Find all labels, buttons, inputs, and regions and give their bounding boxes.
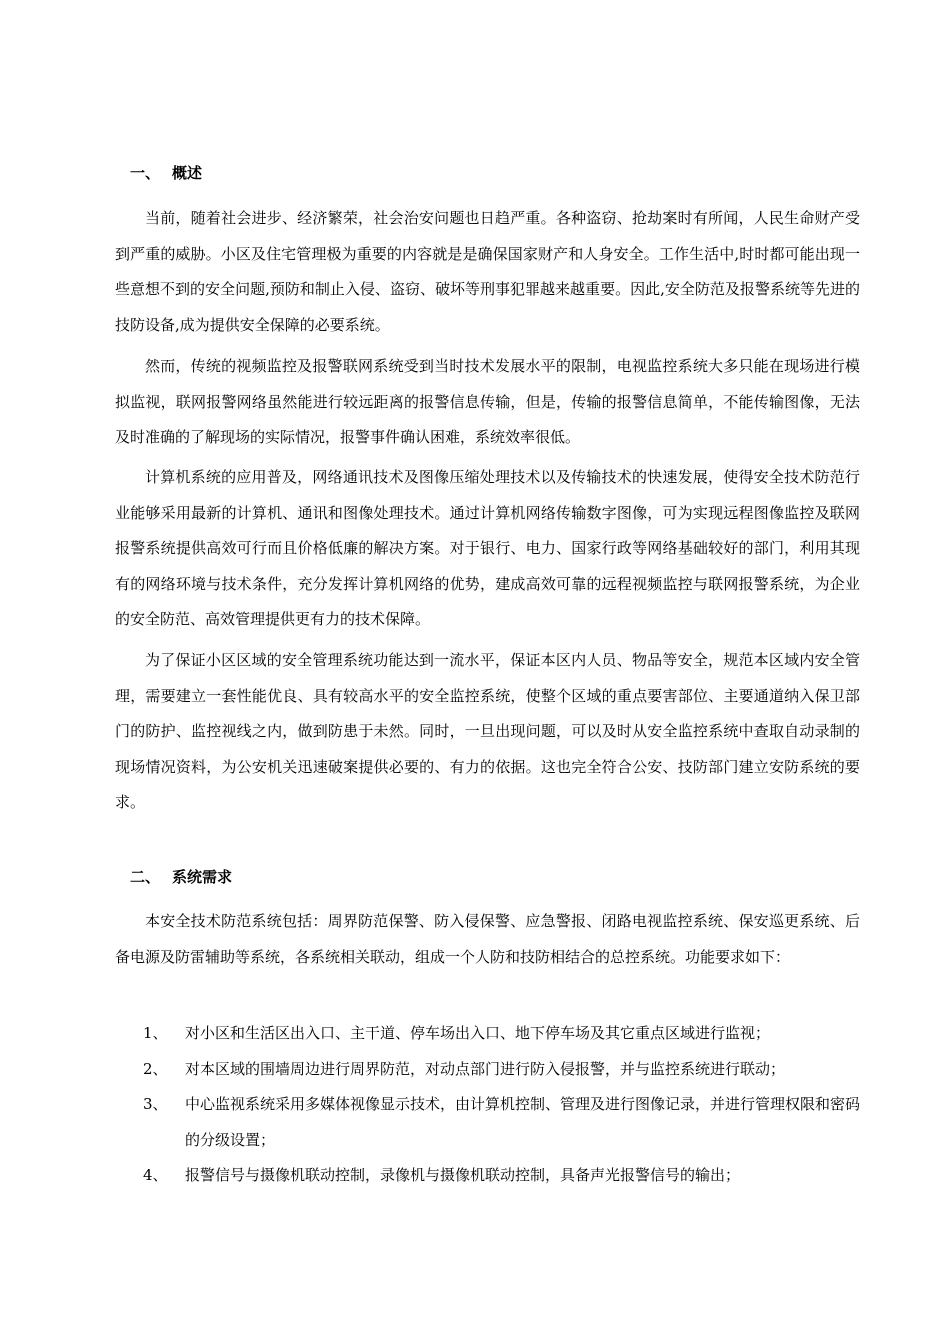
list-marker: 3、 [143,1095,168,1113]
list-item [115,1016,860,1052]
list-item-text: 报警信号与摄像机联动控制，录像机与摄像机联动控制，具备声光报警信号的输出； [185,1166,741,1184]
paragraph: 本安全技术防范系统包括：周界防范保警、防入侵保警、应急警报、闭路电视监控系统、保安巡更系统、后备电源及防雷辅助等系统，各系统相关联动，组成一个人防和技防相结合的总控系统。功能要求如下： [115,912,860,966]
list-marker: 4、 [143,1166,168,1184]
section-title: 系统需求 [172,868,233,886]
list-item-text: 对本区域的围墙周边进行周界防范，对动点部门进行防入侵报警，并与监控系统进行联动； [185,1059,786,1078]
paragraph: 计算机系统的应用普及，网络通讯技术及图像压缩处理技术以及传输技术的快速发展，使得安全技术防范行业能够采用最新的计算机、通讯和图像处理技术。通过计算机网络传输数字图像，可为实现远程图像监控及联网报警系统提供高效可行而且价格低廉的解决方案。对于银行、电力、国家行政等网络基础较好的部门，利用其现有的网络环境与技术条件，充分发挥计算机网络的优势，建成高效可靠的远程视频监控与联网报警系统，为企业的安全防范、高效管理提供更有力的技术保障。 [115,468,860,628]
section-number: 二、 [130,868,161,886]
section-number: 一、 [130,164,161,182]
list-marker: 1、 [143,1024,168,1042]
requirements-list [115,1016,860,1194]
list-item [115,1087,860,1158]
list-item [115,1158,860,1194]
section-heading-requirements [130,867,232,887]
paragraph: 然而，传统的视频监控及报警联网系统受到当时技术发展水平的限制，电视监控系统大多只能在现场进行模拟监视，联网报警网络虽然能进行较远距离的报警信息传输，但是，传输的报警信息简单，不能传输图像，无法及时准确的了解现场的实际情况，报警事件确认困难，系统效率很低。 [115,357,860,446]
list-item-text: 对小区和生活区出入口、主干道、停车场出入口、地下停车场及其它重点区域进行监视； [185,1024,771,1042]
paragraph: 当前，随着社会进步、经济繁荣，社会治安问题也日趋严重。各种盗窃、抢劫案时有所闻，人民生命财产受到严重的威胁。小区及住宅管理极为重要的内容就是是确保国家财产和人身安全。工作生活中,时时都可能出现一些意想不到的安全问题,预防和制止入侵、盗窃、破坏等刑事犯罪越来越重要。因此,安全防范及报警系统等先进的技防设备,成为提供安全保障的必要系统。 [115,209,860,334]
list-item-text: 中心监视系统采用多媒体视像显示技术，由计算机控制、管理及进行图像记录，并进行管理权限和密码的分级设置； [185,1095,861,1149]
list-item [115,1052,860,1088]
section-heading-overview [130,163,202,183]
list-marker: 2、 [143,1059,168,1078]
section-title: 概述 [172,164,203,182]
paragraph: 为了保证小区区域的安全管理系统功能达到一流水平，保证本区内人员、物品等安全，规范本区域内安全管理，需要建立一套性能优良、具有较高水平的安全监控系统，使整个区域的重点要害部位、主要通道纳入保卫部门的防护、监控视线之内，做到防患于未然。同时，一旦出现问题，可以及时从安全监控系统中查取自动录制的现场情况资料，为公安机关迅速破案提供必要的、有力的依据。这也完全符合公安、技防部门建立安防系统的要求。 [115,651,860,811]
